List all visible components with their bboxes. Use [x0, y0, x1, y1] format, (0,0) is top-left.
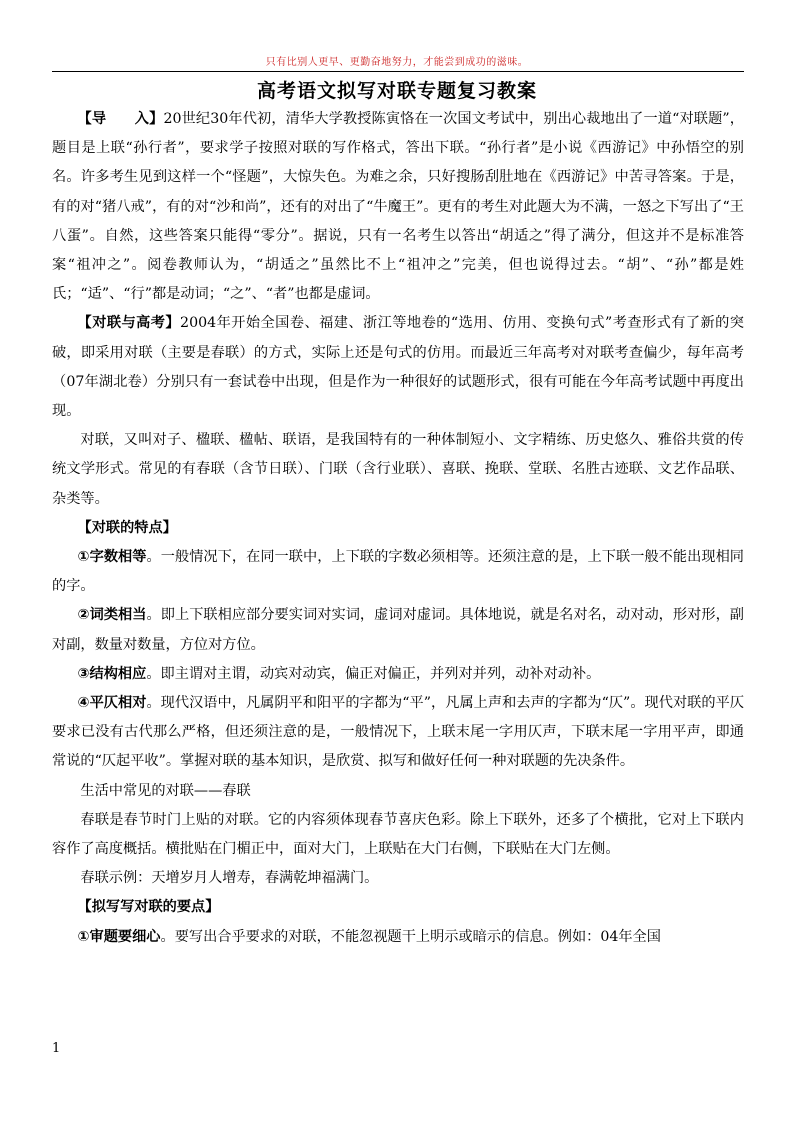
- feature-3-label: ③结构相应: [77, 665, 147, 682]
- feature-1-text: 。一般情况下，在同一联中，上下联的字数必须相等。还须注意的是，上下联一般不能出现相同的字。: [52, 549, 744, 595]
- spring-example: 春联示例：天增岁月人增寿，春满乾坤福满门。: [80, 870, 379, 887]
- spring-paragraph: 春联是春节时门上贴的对联。它的内容须体现春节喜庆色彩。除上下联外，还多了个横批，它对上下联内容作了高度概括。横批贴在门楣正中，面对大门，上联贴在大门右侧，下联贴在大门左侧。: [52, 811, 744, 858]
- intro-label: 【导 入】: [77, 111, 164, 127]
- features-heading: 【对联的特点】: [77, 519, 177, 536]
- feature-4-label: ④平仄相对: [77, 695, 147, 712]
- feature-1-label: ①字数相等: [77, 549, 147, 566]
- feature-2-label: ②词类相当: [77, 607, 147, 624]
- feature-1: [52, 543, 744, 601]
- gaokao-label: 【对联与高考】: [77, 315, 181, 332]
- feature-4-text: 。现代汉语中，凡属阴平和阳平的字都为“平”，凡属上声和去声的字都为“仄”。现代对联的平仄要求已没有古代那么严格，但还须注意的是，一般情况下，上联末尾一字用仄声，下联末尾一字用平声，即通常说的“仄起平收”。掌握对联的基本知识，是欣赏、拟写和做好任何一种对联题的先决条件。: [52, 695, 745, 770]
- header-rule: [52, 71, 744, 72]
- point-1-text: 。要写出合乎要求的对联，不能忽视题干上明示或暗示的信息。例如：04年全国: [160, 928, 661, 945]
- gaokao-text: 2004年开始全国卷、福建、浙江等地卷的“选用、仿用、变换句式”考查形式有了新的突破，即采用对联（主要是春联）的方式，实际上还是句式的仿用。而最近三年高考对对联考查偏少，每年高考（07年湖北卷）分别只有一套试卷中出现，但是作为一种很好的试题形式，很有可能在今年高考试题中再度出现。: [52, 315, 744, 420]
- definition-paragraph: 对联，又叫对子、楹联、楹帖、联语，是我国特有的一种体制短小、文字精练、历史悠久、雅俗共赏的传统文学形式。常见的有春联（含节日联）、门联（含行业联）、喜联、挽联、堂联、名胜古迹联、文艺作品联、杂类等。: [52, 432, 744, 507]
- feature-4: [52, 689, 744, 777]
- page-number: 1: [52, 1041, 61, 1056]
- intro-paragraph: [52, 105, 744, 309]
- points-heading: 【拟写写对联的要点】: [77, 899, 220, 916]
- spring-heading: 生活中常见的对联——春联: [80, 782, 251, 799]
- feature-2: [52, 601, 744, 659]
- gaokao-paragraph: [52, 309, 744, 426]
- intro-text: 20世纪30年代初，清华大学教授陈寅恪在一次国文考试中，别出心裁地出了一道“对联题”，题目是上联“孙行者”，要求学子按照对联的写作格式，答出下联。“孙行者”是小说《西游记》中孙悟空的别名。许多考生见到这样一个“怪题”，大惊失色。为难之余，只好搜肠刮肚地在《西游记》中苦寻答案。于是，有的对“猪八戒”，有的对“沙和尚”，还有的对出了“牛魔王”。更有的考生对此题大为不满，一怒之下写出了“王八蛋”。自然，这些答案只能得“零分”。据说，只有一名考生以答出“胡适之”得了满分，但这并不是标准答案“祖冲之”。阅卷教师认为，“胡适之”虽然比不上“祖冲之”完美，但也说得过去。“胡”、“孙”都是姓氏；“适”、“行”都是动词；“之”、“者”也都是虚词。: [52, 111, 744, 303]
- point-1: [52, 923, 744, 952]
- document-title: 高考语文拟写对联专题复习教案: [256, 80, 537, 102]
- feature-3-text: 。即主谓对主谓，动宾对动宾，偏正对偏正，并列对并列，动补对动补。: [146, 665, 601, 682]
- feature-3: [52, 660, 744, 689]
- feature-2-text: 。即上下联相应部分要实词对实词，虚词对虚词。具体地说，就是名对名，动对动，形对形，副对副，数量对数量，方位对方位。: [52, 607, 744, 653]
- document-body: [52, 105, 744, 952]
- header-motto: 只有比别人更早、更勤奋地努力，才能尝到成功的滋味。: [265, 57, 529, 68]
- point-1-label: ①审题要细心: [77, 928, 161, 945]
